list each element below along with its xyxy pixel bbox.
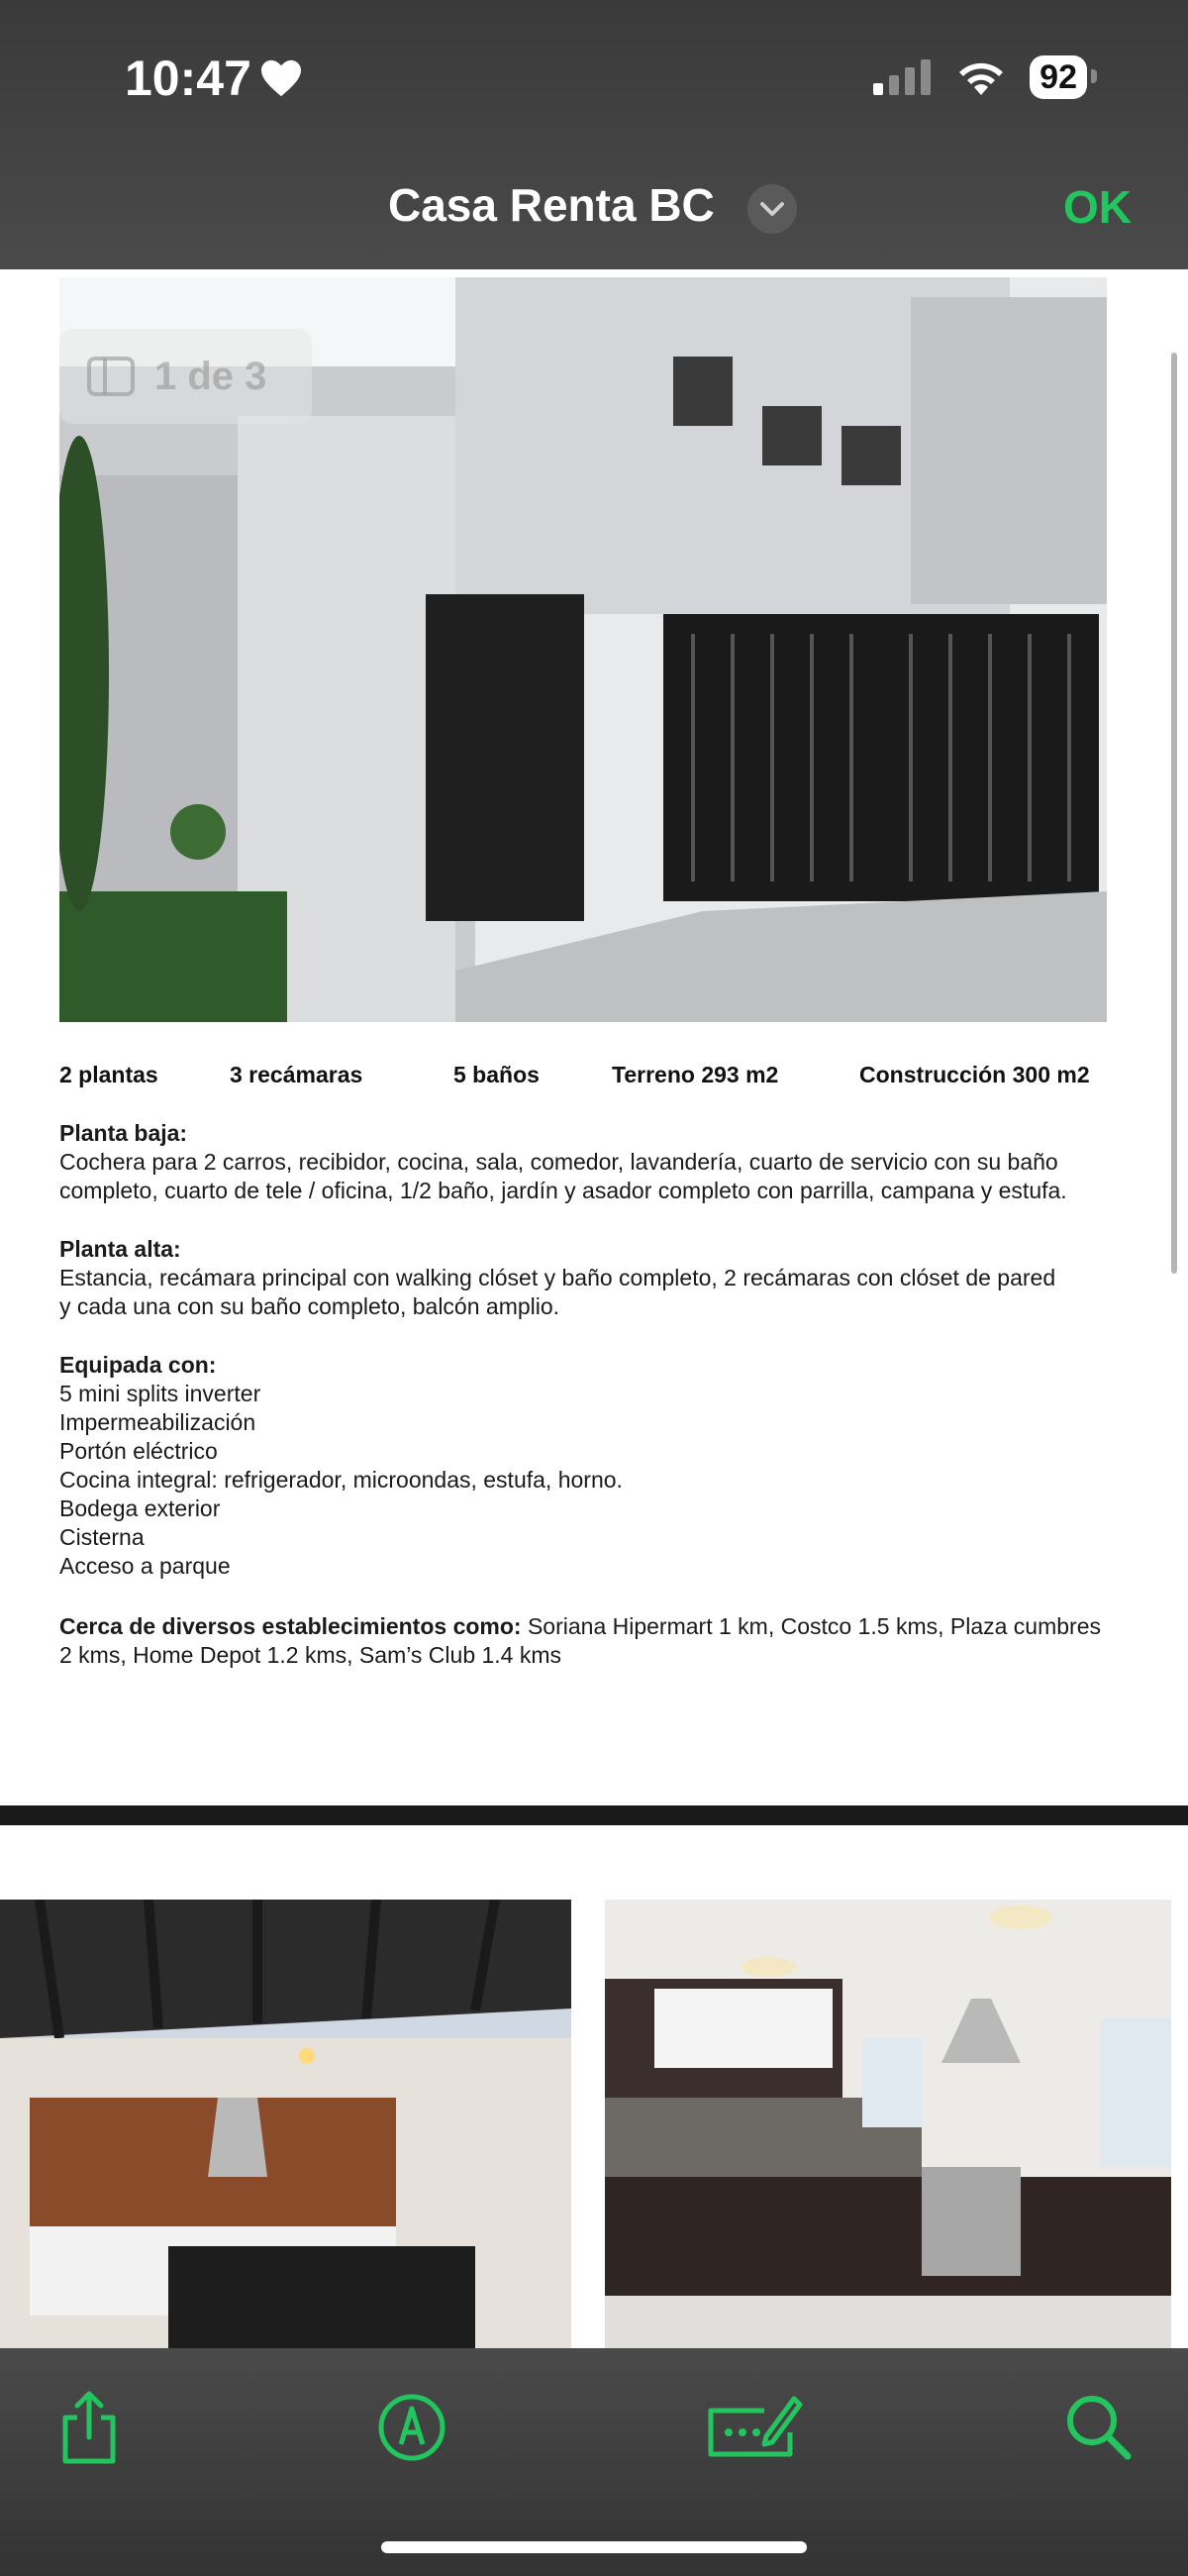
planta-baja-section [59, 1119, 1119, 1205]
stat-recamaras: 3 recámaras [230, 1062, 363, 1087]
battery-indicator: 92 [1030, 55, 1087, 99]
chevron-down-icon [759, 201, 785, 217]
next-page [0, 1825, 1188, 2348]
stat-terreno: Terreno 293 m2 [612, 1062, 779, 1087]
stat-plantas: 2 plantas [59, 1062, 158, 1087]
ok-button[interactable]: OK [1063, 181, 1132, 233]
stat-banos: 5 baños [453, 1062, 540, 1087]
pages-icon [87, 357, 135, 396]
document-title[interactable]: Casa Renta BC [388, 179, 715, 231]
search-icon [1064, 2393, 1134, 2462]
search-button[interactable] [1059, 2388, 1138, 2467]
edit-icon [705, 2393, 804, 2462]
planta-alta-line: y cada una con su baño completo, balcón amplio. [59, 1293, 560, 1319]
planta-baja-line: completo, cuarto de tele / oficina, 1/2 baño, jardín y asador completo con parrilla, campana y estufa. [59, 1178, 1067, 1203]
equipada-item: Impermeabilización [59, 1409, 256, 1435]
page-indicator [59, 329, 312, 424]
wifi-icon [954, 57, 1008, 97]
planta-alta-section [59, 1235, 1119, 1321]
planta-baja-line: Cochera para 2 carros, recibidor, cocina, sala, comedor, lavandería, cuarto de servicio con su baño [59, 1149, 1058, 1175]
heart-icon [259, 58, 303, 98]
title-row [0, 178, 1188, 242]
markup-icon [377, 2393, 446, 2462]
planta-alta-line: Estancia, recámara principal con walking clóset y baño completo, 2 recámaras con clóset de pared [59, 1265, 1056, 1290]
equipada-item: Acceso a parque [59, 1553, 231, 1579]
equipada-item: Cocina integral: refrigerador, microondas, estufa, horno. [59, 1467, 623, 1493]
home-indicator[interactable] [381, 2541, 807, 2553]
page-divider [0, 1805, 1188, 1825]
cerca-section [59, 1612, 1119, 1670]
equipada-section [59, 1351, 1119, 1581]
equipada-item: Bodega exterior [59, 1495, 221, 1521]
share-button[interactable] [50, 2388, 129, 2467]
terrace-photo [0, 1900, 571, 2348]
share-icon [57, 2390, 121, 2465]
status-icons [871, 55, 1087, 99]
stat-construccion: Construcción 300 m2 [859, 1062, 1090, 1087]
markup-button[interactable] [372, 2388, 451, 2467]
document-page [0, 269, 1188, 1804]
cellular-signal-icon [871, 57, 933, 97]
planta-baja-heading: Planta baja: [59, 1120, 188, 1146]
top-bar [0, 0, 1188, 269]
page-indicator-text: 1 de 3 [154, 354, 267, 398]
cerca-heading: Cerca de diversos establecimientos como: [59, 1613, 522, 1639]
cerca-line: 2 kms, Home Depot 1.2 kms, Sam’s Club 1.4 kms [59, 1642, 562, 1668]
cerca-text: Soriana Hipermart 1 km, Costco 1.5 kms, Plaza cumbres [521, 1613, 1101, 1639]
equipada-item: Cisterna [59, 1524, 145, 1550]
equipada-item: Portón eléctrico [59, 1438, 218, 1464]
planta-alta-heading: Planta alta: [59, 1236, 181, 1262]
edit-button[interactable] [705, 2388, 804, 2467]
status-time: 10:47 [125, 50, 303, 107]
scrollbar[interactable] [1171, 353, 1177, 1274]
property-stats [0, 1062, 1188, 1101]
title-menu-button[interactable] [747, 184, 797, 234]
cerca-line [59, 1612, 1119, 1641]
kitchen-photo [605, 1900, 1171, 2348]
equipada-heading: Equipada con: [59, 1352, 217, 1378]
equipada-item: 5 mini splits inverter [59, 1381, 261, 1406]
